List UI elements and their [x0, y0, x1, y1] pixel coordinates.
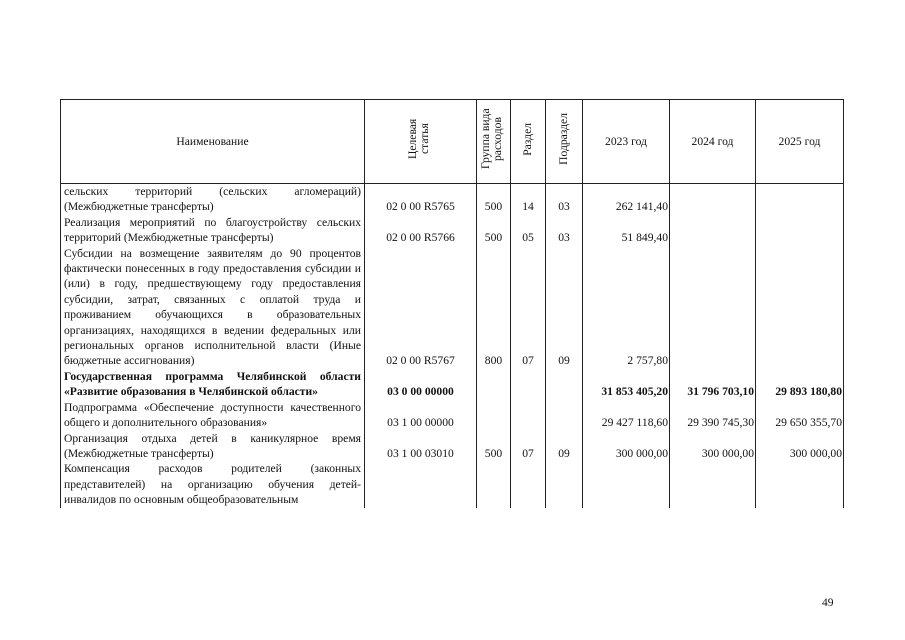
row-section: 05 [511, 215, 546, 246]
row-target: 03 0 00 00000 [365, 369, 477, 400]
row-target: 03 1 00 03010 [365, 431, 477, 462]
row-name: Государственная программа Челябинской области «Развитие образования в Челябинской области» [61, 369, 365, 400]
row-2023 [583, 461, 670, 507]
row-2024 [670, 215, 756, 246]
row-2023: 51 849,40 [583, 215, 670, 246]
row-2023: 300 000,00 [583, 431, 670, 462]
row-2024 [670, 461, 756, 507]
row-target: 02 0 00 R5766 [365, 215, 477, 246]
row-name: Субсидии на возмещение заявителям до 90 процентов фактически понесенных в году предоставления субсидии и (или) в году, предшествующему году предоставления субсидии, затрат, связанных с оплатой труда и проживанием обучающихся в образовательных организациях, находящихся в ведении федеральных или региональных органов исполнительной власти (Иные бюджетные ассигнования) [61, 246, 365, 369]
row-2025 [756, 215, 844, 246]
row-section [511, 400, 546, 431]
row-section [511, 369, 546, 400]
row-2024: 300 000,00 [670, 431, 756, 462]
table-header-row [61, 100, 844, 184]
table-row [61, 431, 844, 462]
header-target-article [365, 100, 477, 184]
header-year-2023: 2023 год [583, 100, 670, 184]
row-2023: 2 757,80 [583, 246, 670, 369]
header-year-2024: 2024 год [670, 100, 756, 184]
row-group [477, 400, 511, 431]
row-group: 500 [477, 215, 511, 246]
row-2025 [756, 246, 844, 369]
row-subsection [546, 400, 583, 431]
header-subsection-label: Подраздел [557, 113, 570, 166]
table-row [61, 400, 844, 431]
row-group: 500 [477, 431, 511, 462]
row-2025: 300 000,00 [756, 431, 844, 462]
row-subsection: 03 [546, 215, 583, 246]
row-target: 02 0 00 R5765 [365, 184, 477, 215]
row-section: 07 [511, 431, 546, 462]
row-name: Организация отдыха детей в каникулярное время (Межбюджетные трансферты) [61, 431, 365, 462]
row-target: 02 0 00 R5767 [365, 246, 477, 369]
row-2024 [670, 184, 756, 215]
row-name: Реализация мероприятий по благоустройству сельских территорий (Межбюджетные трансферты) [61, 215, 365, 246]
header-year-2025: 2025 год [756, 100, 844, 184]
row-target [365, 461, 477, 507]
header-name: Наименование [61, 100, 365, 184]
header-section [511, 100, 546, 184]
row-subsection [546, 369, 583, 400]
row-2025: 29 893 180,80 [756, 369, 844, 400]
row-name: сельских территорий (сельских агломераций) (Межбюджетные трансферты) [61, 184, 365, 215]
row-group [477, 369, 511, 400]
row-group: 800 [477, 246, 511, 369]
row-2025 [756, 184, 844, 215]
page-number: 49 [822, 597, 834, 609]
header-expense-group [477, 100, 511, 184]
header-section-label: Раздел [521, 122, 534, 156]
row-2024 [670, 246, 756, 369]
table-row [61, 215, 844, 246]
row-2024: 31 796 703,10 [670, 369, 756, 400]
row-2025: 29 650 355,70 [756, 400, 844, 431]
row-subsection: 03 [546, 184, 583, 215]
row-section: 14 [511, 184, 546, 215]
header-group-label: Группа вида расходов [478, 109, 504, 170]
row-subsection: 09 [546, 246, 583, 369]
table-row-program [61, 369, 844, 400]
row-subsection [546, 461, 583, 507]
row-section [511, 461, 546, 507]
row-2023: 29 427 118,60 [583, 400, 670, 431]
row-target: 03 1 00 00000 [365, 400, 477, 431]
row-group: 500 [477, 184, 511, 215]
row-subsection: 09 [546, 431, 583, 462]
table-row [61, 184, 844, 215]
header-subsection [546, 100, 583, 184]
row-section: 07 [511, 246, 546, 369]
budget-table [60, 99, 844, 508]
row-group [477, 461, 511, 507]
table-row [61, 246, 844, 369]
row-name: Подпрограмма «Обеспечение доступности качественного общего и дополнительного образования» [61, 400, 365, 431]
row-2024: 29 390 745,30 [670, 400, 756, 431]
row-2025 [756, 461, 844, 507]
row-name: Компенсация расходов родителей (законных представителей) на организацию обучения детей-инвалидов по основным общеобразовательным [61, 461, 365, 507]
header-target-label: Целевая статья [405, 119, 431, 160]
row-2023: 262 141,40 [583, 184, 670, 215]
row-2023: 31 853 405,20 [583, 369, 670, 400]
table-row [61, 461, 844, 507]
